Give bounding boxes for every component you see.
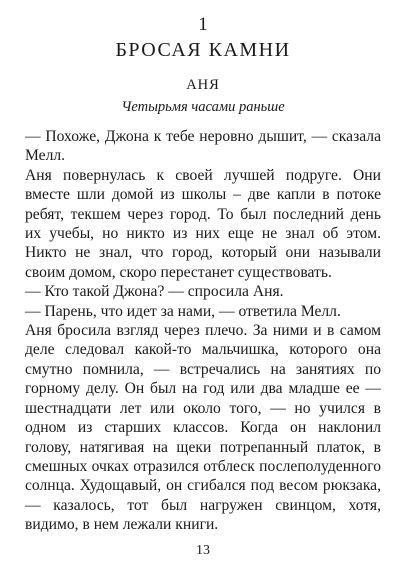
paragraph: — Похоже, Джона к тебе неровно дышит, — сказала Мелл.	[25, 128, 381, 165]
body-text	[25, 127, 381, 535]
chapter-number: 1	[198, 14, 208, 35]
paragraph: Аня бросила взгляд через плечо. За ними и в самом деле следовал какой-то мальчишка, которого она смутно помнила, — встречались на занятиях по горному делу. Он был на год или два младше ее — шестнадцати лет или около того, — но учился в одном из старших классов. Когда он наклонил голову, натягивая на щеки потрепанный платок, в смешных очках отразился отблеск послеполуденного солнца. Худощавый, он сгибался под весом рюкзака, — казалось, тот был нагружен свинцом, хотя, видимо, в нем лежали книги.	[25, 322, 381, 534]
paragraph: — Кто такой Джона? — спросила Аня.	[25, 283, 284, 301]
paragraph: Аня повернулась к своей лучшей подруге. Они вместе шли домой из школы – две капли в потоке ребят, текшем через город. То был последний день их учебы, но никто из них еще не знал об этом. Никто не знал, что город, который они называли своим домом, скоро перестанет существовать.	[25, 166, 381, 281]
chapter-title: БРОСАЯ КАМНИ	[115, 39, 291, 61]
time-note: Четырьмя часами раньше	[121, 99, 285, 115]
page-number: 13	[196, 543, 210, 558]
paragraph: — Парень, что идет за нами, — ответила Мелл.	[25, 302, 341, 320]
section-character-name: АНЯ	[186, 77, 220, 93]
